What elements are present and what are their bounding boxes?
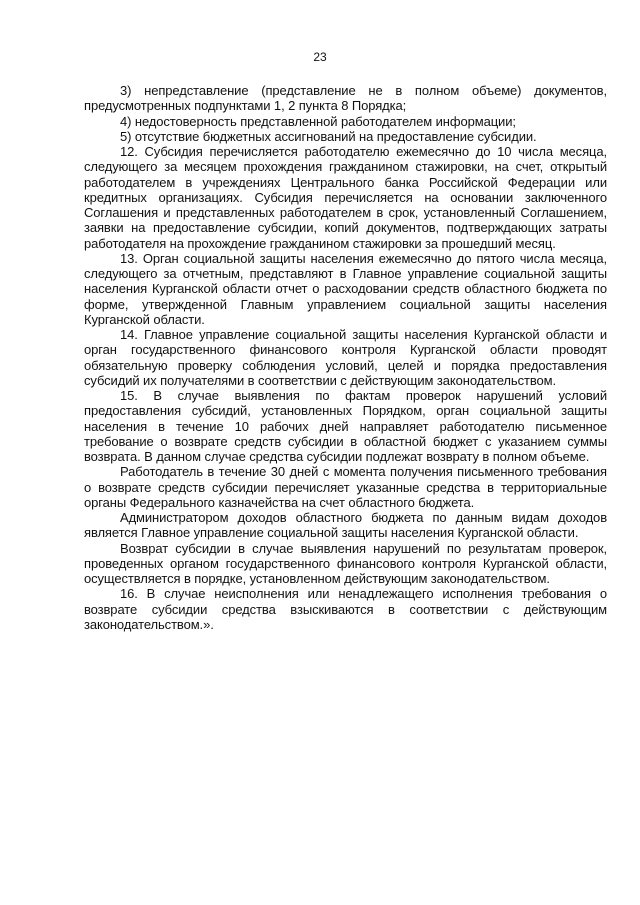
paragraph-clause-16: 16. В случае неисполнения или ненадлежащего исполнения требования о возврате субсидии средства взыскиваются в соответствии с действующим законодательством.». [84,586,607,632]
paragraph-clause-12: 12. Субсидия перечисляется работодателю ежемесячно до 10 числа месяца, следующего за месяцем прохождения гражданином стажировки, на счет, открытый работодателем в учреждениях Центрального банка Российской Федерации или кредитных организациях. Субсидия перечисляется на основании заключенного Соглашения и представленных работодателем в срок, установленный Соглашением, заявки на предоставление субсидии, копий документов, подтверждающих затраты работодателя на прохождение гражданином стажировки за прошедший месяц. [84,144,607,251]
paragraph-clause-13: 13. Орган социальной защиты населения ежемесячно до пятого числа месяца, следующего за отчетным, представляют в Главное управление социальной защиты населения Курганской области отчет о расходовании средств областного бюджета по форме, утвержденной Главным управлением социальной защиты населения Курганской области. [84,250,607,327]
page-number: 23 [313,50,327,64]
paragraph-subsidy-return: Возврат субсидии в случае выявления нарушений по результатам проверок, проведенных органом государственного финансового контроля Курганской области, осуществляется в порядке, установленном действующим законодательством. [84,540,607,586]
paragraph-revenue-administrator: Администратором доходов областного бюджета по данным видам доходов является Главное управление социальной защиты населения Курганской области. [84,510,607,541]
paragraph-item-4: 4) недостоверность представленной работодателем информации; [120,113,516,129]
paragraph-item-3: 3) непредставление (представление не в полном объеме) документов, предусмотренных подпунктами 1, 2 пункта 8 Порядка; [84,83,607,114]
paragraph-item-5: 5) отсутствие бюджетных ассигнований на предоставление субсидии. [120,128,537,144]
paragraph-employer-refund: Работодатель в течение 30 дней с момента получения письменного требования о возврате средств субсидии перечисляет указанные средства в территориальные органы Федерального казначейства на счет областного бюджета. [84,464,607,510]
document-body [84,83,607,632]
paragraph-clause-14: 14. Главное управление социальной защиты населения Курганской области и орган государственного финансового контроля Курганской области проводят обязательную проверку соблюдения условий, целей и порядка предоставления субсидий их получателями в соответствии с действующим законодательством. [84,327,607,388]
paragraph-clause-15: 15. В случае выявления по фактам проверок нарушений условий предоставления субсидий, установленных Порядком, орган социальной защиты населения в течение 10 рабочих дней направляет работодателю письменное требование о возврате средств субсидии в областной бюджет с указанием суммы возврата. В данном случае средства субсидии подлежат возврату в полном объеме. [84,388,607,464]
